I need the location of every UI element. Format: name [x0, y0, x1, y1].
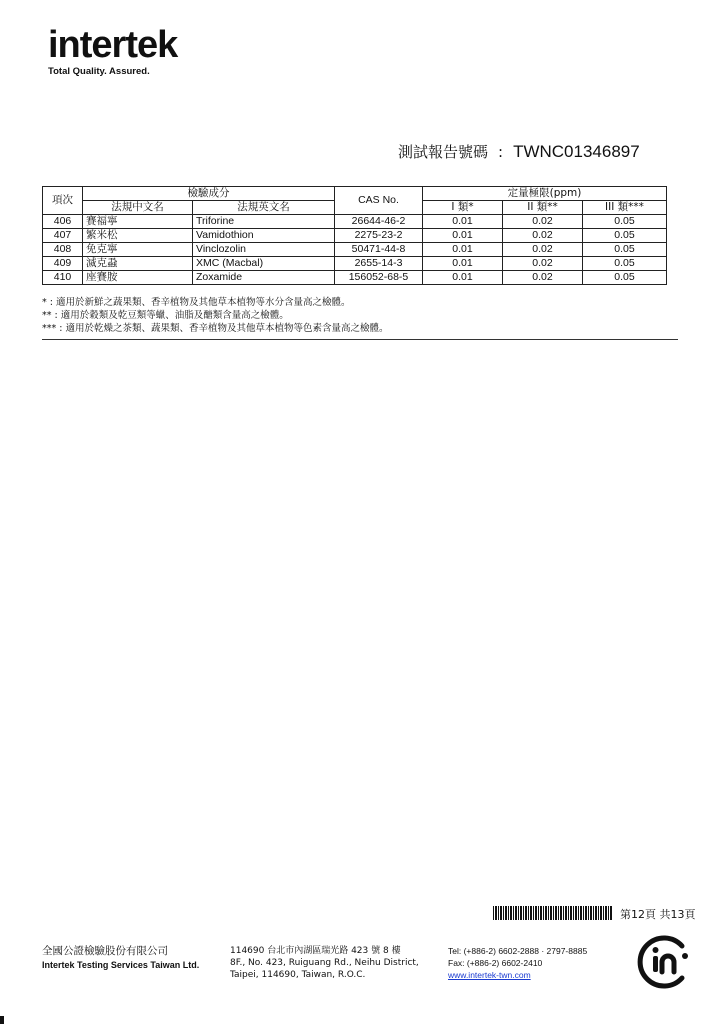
cell-cas-no: 2275-23-2: [335, 229, 423, 243]
table-row: [43, 271, 667, 285]
header-component: 檢驗成分: [83, 187, 335, 201]
table-row: [43, 243, 667, 257]
intertek-circle-logo-icon: [636, 934, 692, 990]
cell-zh-name: 座賽胺: [83, 271, 193, 285]
cell-zh-name: 滅克蝨: [83, 257, 193, 271]
cell-item-no: 408: [43, 243, 83, 257]
cell-limit-3: 0.05: [583, 271, 667, 285]
header-class-2: II 類**: [503, 201, 583, 215]
cell-limit-3: 0.05: [583, 215, 667, 229]
header-limit: 定量極限(ppm): [423, 187, 667, 201]
page-number: 第12頁 共13頁: [620, 908, 696, 921]
cell-cas-no: 156052-68-5: [335, 271, 423, 285]
table-row: [43, 257, 667, 271]
address-en-line-1: 8F., No. 423, Ruiguang Rd., Neihu District,: [230, 958, 419, 968]
cell-limit-1: 0.01: [423, 271, 503, 285]
footnote-class-3: *** : 適用於乾燥之茶類、蔬果類、香辛植物及其他草本植物等色素含量高之檢體。: [42, 323, 389, 334]
logo-wordmark: intertek: [48, 24, 178, 66]
intertek-logo: [48, 26, 177, 77]
table-row: [43, 215, 667, 229]
report-number-label: 測試報告號碼: [398, 143, 489, 161]
cell-cas-no: 26644-46-2: [335, 215, 423, 229]
header-en-name: 法規英文名: [193, 201, 335, 215]
table-header-row: [43, 187, 667, 201]
company-name-en: Intertek Testing Services Taiwan Ltd.: [42, 960, 200, 970]
address-en-line-2: Taipei, 114690, Taiwan, R.O.C.: [230, 970, 366, 980]
cell-item-no: 407: [43, 229, 83, 243]
cell-limit-2: 0.02: [503, 271, 583, 285]
footnote-class-2: ** : 適用於穀類及乾豆類等蠟、油脂及醣類含量高之檢體。: [42, 310, 289, 321]
cell-limit-2: 0.02: [503, 257, 583, 271]
cell-item-no: 409: [43, 257, 83, 271]
results-table: [42, 186, 667, 285]
cell-limit-1: 0.01: [423, 243, 503, 257]
cell-item-no: 410: [43, 271, 83, 285]
footer-address: [230, 945, 419, 981]
cell-limit-2: 0.02: [503, 215, 583, 229]
cell-limit-2: 0.02: [503, 229, 583, 243]
header-item: 項次: [43, 187, 83, 215]
header-class-3: III 類***: [583, 201, 667, 215]
report-number-separator: :: [498, 143, 504, 161]
cell-limit-3: 0.05: [583, 257, 667, 271]
cell-en-name: Vinclozolin: [193, 243, 335, 257]
cell-item-no: 406: [43, 215, 83, 229]
cell-en-name: Zoxamide: [193, 271, 335, 285]
page-edge-mark: [0, 1016, 4, 1024]
fax: Fax: (+886-2) 6602-2410: [448, 958, 543, 968]
cell-cas-no: 2655-14-3: [335, 257, 423, 271]
footnotes: [42, 296, 389, 335]
company-name-zh: 全國公證檢驗股份有限公司: [42, 945, 168, 957]
section-divider: [42, 339, 678, 340]
cell-en-name: Vamidothion: [193, 229, 335, 243]
cell-en-name: XMC (Macbal): [193, 257, 335, 271]
table-row: [43, 229, 667, 243]
cell-limit-1: 0.01: [423, 215, 503, 229]
footer-contact: [448, 945, 587, 981]
report-number-value: TWNC01346897: [513, 142, 640, 161]
website-link[interactable]: www.intertek-twn.com: [448, 970, 531, 980]
logo-tagline: Total Quality. Assured.: [48, 66, 150, 77]
cell-limit-2: 0.02: [503, 243, 583, 257]
cell-zh-name: 免克寧: [83, 243, 193, 257]
cell-limit-3: 0.05: [583, 229, 667, 243]
address-zh: 114690 台北市內湖區瑞光路 423 號 8 樓: [230, 946, 401, 956]
cell-limit-1: 0.01: [423, 229, 503, 243]
cell-limit-1: 0.01: [423, 257, 503, 271]
telephone: Tel: (+886-2) 6602-2888 · 2797-8885: [448, 946, 588, 956]
header-zh-name: 法規中文名: [83, 201, 193, 215]
cell-limit-3: 0.05: [583, 243, 667, 257]
cell-cas-no: 50471-44-8: [335, 243, 423, 257]
report-number-line: [398, 141, 640, 162]
header-cas: CAS No.: [335, 187, 423, 215]
cell-zh-name: 繁米松: [83, 229, 193, 243]
footer-company: [42, 945, 199, 971]
cell-en-name: Triforine: [193, 215, 335, 229]
barcode: [493, 906, 613, 920]
header-class-1: I 類*: [423, 201, 503, 215]
cell-zh-name: 賽福寧: [83, 215, 193, 229]
footnote-class-1: * : 適用於新鮮之蔬果類、香辛植物及其他草本植物等水分含量高之檢體。: [42, 297, 351, 308]
